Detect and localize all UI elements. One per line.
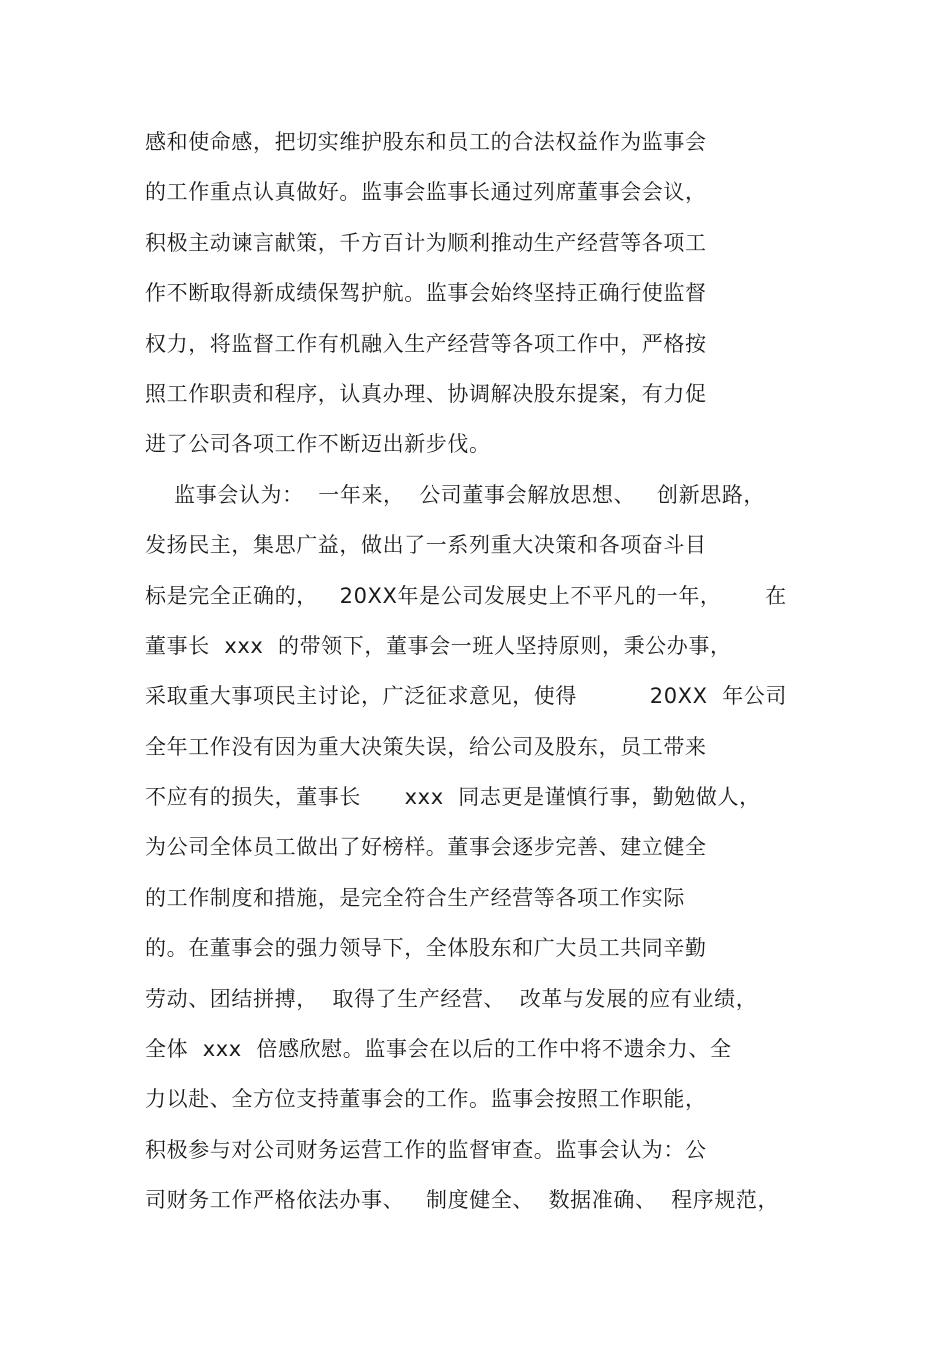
text-line: 进了公司各项工作不断迈出新步伐。 xyxy=(145,432,491,457)
text-line: 照工作职责和程序，认真办理、协调解决股东提案，有力促 xyxy=(145,381,707,406)
text-line: 积极主动谏言献策，千方百计为顺利推动生产经营等各项工 xyxy=(145,230,707,255)
document-body xyxy=(145,122,825,1231)
text-line: 司财务工作严格依法办事、 制度健全、 数据准确、 程序规范， xyxy=(145,1188,780,1213)
text-line: 感和使命感，把切实维护股东和员工的合法权益作为监事会 xyxy=(145,130,707,154)
text-line: 的工作重点认真做好。监事会监事长通过列席董事会会议， xyxy=(145,180,707,205)
paragraph-start-line: 监事会认为： 一年来， 公司董事会解放思想、 创新思路， xyxy=(145,482,766,507)
text-line: 采取重大事项民主讨论，广泛征求意见，使得 20XX 年公司 xyxy=(145,684,787,709)
text-line: 权力，将监督工作有机融入生产经营等各项工作中，严格按 xyxy=(145,331,707,356)
text-line: 全年工作没有因为重大决策失误，给公司及股东，员工带来 xyxy=(145,734,707,759)
text-line: 的工作制度和措施，是完全符合生产经营等各项工作实际 xyxy=(145,885,685,910)
text-line: 标是完全正确的， 20XX年是公司发展史上不平凡的一年， 在 xyxy=(145,583,787,608)
text-line: 力以赴、全方位支持董事会的工作。监事会按照工作职能， xyxy=(145,1087,707,1112)
text-line: 作不断取得新成绩保驾护航。监事会始终坚持正确行使监督 xyxy=(145,281,707,306)
text-line: 劳动、团结拼搏， 取得了生产经营、 改革与发展的应有业绩， xyxy=(145,986,758,1011)
text-line: 董事长 xxx 的带领下，董事会一班人坚持原则，秉公办事， xyxy=(145,633,732,658)
text-line: 积极参与对公司财务运营工作的监督审查。监事会认为：公 xyxy=(145,1137,707,1162)
text-line: 不应有的损失，董事长 xxx 同志更是谨慎行事，勤勉做人， xyxy=(145,785,761,810)
text-line: 全体 xxx 倍感欣慰。监事会在以后的工作中将不遗余力、全 xyxy=(145,1037,732,1062)
text-line: 为公司全体员工做出了好榜样。董事会逐步完善、建立健全 xyxy=(145,835,707,860)
text-line: 发扬民主，集思广益，做出了一系列重大决策和各项奋斗目 xyxy=(145,533,707,558)
text-line: 的。在董事会的强力领导下，全体股东和广大员工共同辛勤 xyxy=(145,936,707,961)
